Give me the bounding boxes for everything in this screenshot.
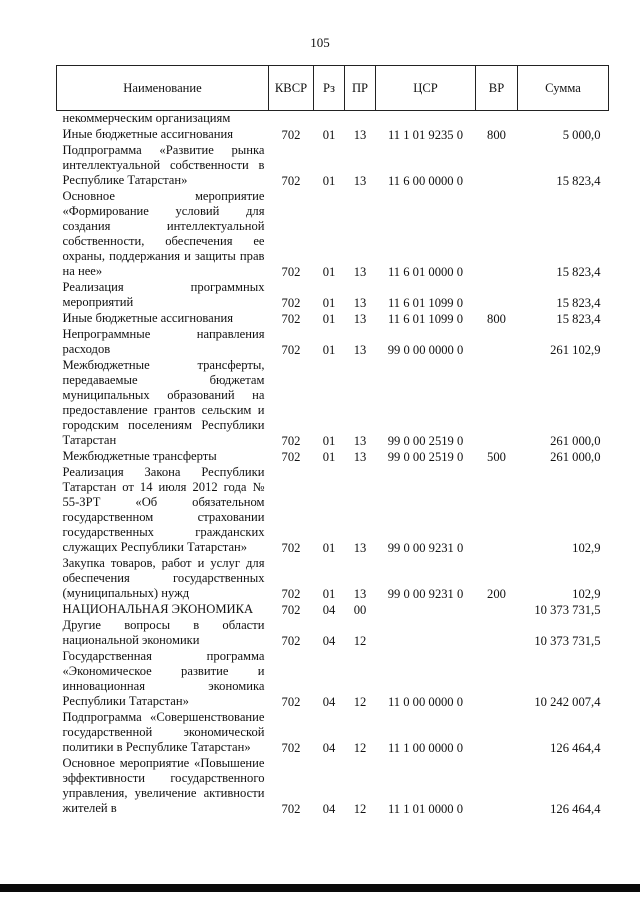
cell-vr — [476, 327, 518, 358]
cell-rz: 01 — [322, 128, 336, 142]
cell-rz: 04 — [322, 741, 336, 755]
cell-kvsr: 702 — [281, 802, 301, 816]
cell-sum: 15 823,4 — [556, 296, 601, 310]
table-row — [57, 449, 609, 465]
cell-csr: 99 0 00 9231 0 — [387, 541, 464, 555]
table-row — [57, 602, 609, 618]
header-pr: ПР — [345, 66, 376, 111]
table-row — [57, 143, 609, 189]
cell-sum — [518, 111, 609, 128]
table-row — [57, 756, 609, 817]
cell-name: некоммерческим организациям — [62, 111, 231, 125]
cell-sum: 5 000,0 — [562, 128, 601, 142]
cell-csr: 99 0 00 0000 0 — [387, 343, 464, 357]
cell-kvsr: 702 — [281, 603, 301, 617]
table-row — [57, 111, 609, 128]
page-number: 105 — [310, 35, 330, 50]
cell-pr: 13 — [353, 541, 367, 555]
cell-csr: 11 6 01 1099 0 — [387, 296, 464, 310]
cell-csr: 11 1 00 0000 0 — [387, 741, 464, 755]
cell-pr: 13 — [353, 174, 367, 188]
cell-pr: 13 — [353, 312, 367, 326]
cell-csr: 11 1 01 0000 0 — [387, 802, 464, 816]
cell-sum: 126 464,4 — [550, 741, 601, 755]
cell-rz — [314, 111, 345, 128]
cell-kvsr: 702 — [281, 434, 301, 448]
cell-name: Реализация программных мероприятий — [62, 280, 265, 309]
table-row — [57, 280, 609, 311]
cell-vr — [476, 649, 518, 710]
cell-sum: 15 823,4 — [556, 312, 601, 326]
cell-name: Иные бюджетные ассигнования — [62, 127, 234, 141]
budget-table — [56, 65, 609, 817]
cell-kvsr: 702 — [281, 343, 301, 357]
cell-vr: 800 — [487, 128, 506, 142]
cell-sum: 126 464,4 — [550, 802, 601, 816]
header-rz: Рз — [314, 66, 345, 111]
cell-name: НАЦИОНАЛЬНАЯ ЭКОНОМИКА — [62, 602, 254, 616]
cell-vr — [476, 280, 518, 311]
cell-csr: 99 0 00 2519 0 — [387, 450, 464, 464]
cell-rz: 04 — [322, 802, 336, 816]
cell-name: Другие вопросы в области национальной экономики — [62, 618, 265, 647]
cell-kvsr: 702 — [281, 450, 301, 464]
cell-kvsr: 702 — [281, 695, 301, 709]
cell-rz: 04 — [322, 634, 336, 648]
cell-rz: 04 — [322, 695, 336, 709]
cell-vr — [476, 465, 518, 556]
cell-vr — [476, 618, 518, 649]
cell-csr: 11 6 00 0000 0 — [387, 174, 464, 188]
header-csr: ЦСР — [376, 66, 476, 111]
header-name: Наименование — [57, 66, 269, 111]
cell-csr: 11 6 01 1099 0 — [387, 312, 464, 326]
cell-vr — [476, 602, 518, 618]
cell-csr: 11 1 01 9235 0 — [387, 128, 464, 142]
cell-rz: 01 — [322, 343, 336, 357]
table-header — [57, 66, 609, 111]
cell-vr: 800 — [487, 312, 506, 326]
cell-rz: 04 — [322, 603, 336, 617]
cell-sum: 261 102,9 — [550, 343, 601, 357]
cell-name: Закупка товаров, работ и услуг для обеспечения государственных (муниципальных) нужд — [62, 556, 265, 600]
cell-name: Основное мероприятие «Формирование условий для создания интеллектуальной собственности, обеспечения ее охраны, поддержания и защиты прав на нее» — [62, 189, 265, 278]
cell-pr: 12 — [353, 802, 367, 816]
cell-vr — [476, 358, 518, 449]
cell-csr: 11 0 00 0000 0 — [387, 695, 464, 709]
cell-rz: 01 — [322, 174, 336, 188]
header-kvsr: КВСР — [269, 66, 314, 111]
cell-rz: 01 — [322, 312, 336, 326]
cell-pr: 13 — [353, 343, 367, 357]
scan-edge-bar — [0, 884, 640, 892]
cell-rz: 01 — [322, 587, 336, 601]
cell-pr: 13 — [353, 296, 367, 310]
header-vr: ВР — [476, 66, 518, 111]
cell-vr: 200 — [487, 587, 506, 601]
cell-pr: 12 — [353, 695, 367, 709]
cell-name: Основное мероприятие «Повышение эффективности государственного управления, увеличение активности жителей в — [62, 756, 265, 815]
cell-kvsr: 702 — [281, 741, 301, 755]
cell-kvsr: 702 — [281, 128, 301, 142]
table-row — [57, 618, 609, 649]
cell-sum: 15 823,4 — [556, 265, 601, 279]
cell-sum: 15 823,4 — [556, 174, 601, 188]
cell-pr — [345, 111, 376, 128]
cell-name: Подпрограмма «Совершенствование государственной экономической политики в Республике Татарстан» — [62, 710, 265, 754]
cell-kvsr — [269, 111, 314, 128]
cell-pr: 12 — [353, 741, 367, 755]
cell-kvsr: 702 — [281, 174, 301, 188]
table-row — [57, 127, 609, 143]
table-row — [57, 556, 609, 602]
cell-name: Межбюджетные трансферты — [62, 449, 217, 463]
cell-vr — [476, 189, 518, 280]
cell-pr: 13 — [353, 128, 367, 142]
cell-kvsr: 702 — [281, 634, 301, 648]
table-row — [57, 649, 609, 710]
cell-pr: 00 — [353, 603, 367, 617]
cell-csr — [376, 111, 476, 128]
cell-name: Подпрограмма «Развитие рынка интеллектуальной собственности в Республике Татарстан» — [62, 143, 265, 187]
cell-sum: 10 373 731,5 — [534, 634, 601, 648]
cell-kvsr: 702 — [281, 587, 301, 601]
cell-vr — [476, 143, 518, 189]
table-body — [57, 111, 609, 818]
cell-vr — [476, 756, 518, 817]
cell-kvsr: 702 — [281, 265, 301, 279]
cell-sum: 261 000,0 — [550, 450, 601, 464]
cell-kvsr: 702 — [281, 312, 301, 326]
table-row — [57, 710, 609, 756]
table-row — [57, 311, 609, 327]
cell-csr — [376, 602, 476, 618]
cell-pr: 12 — [353, 634, 367, 648]
header-sum: Сумма — [518, 66, 609, 111]
cell-pr: 13 — [353, 434, 367, 448]
cell-rz: 01 — [322, 541, 336, 555]
cell-kvsr: 702 — [281, 296, 301, 310]
cell-rz: 01 — [322, 296, 336, 310]
cell-pr: 13 — [353, 450, 367, 464]
cell-csr: 99 0 00 2519 0 — [387, 434, 464, 448]
cell-sum: 10 242 007,4 — [534, 695, 601, 709]
cell-vr — [476, 111, 518, 128]
cell-name: Государственная программа «Экономическое развитие и инновационная экономика Республики Татарстан» — [62, 649, 265, 708]
cell-kvsr: 702 — [281, 541, 301, 555]
cell-sum: 102,9 — [572, 541, 601, 555]
cell-csr — [376, 618, 476, 649]
cell-vr: 500 — [487, 450, 506, 464]
table-row — [57, 358, 609, 449]
cell-name: Реализация Закона Республики Татарстан от 14 июля 2012 года № 55-ЗРТ «Об обязательном государственном страховании государственных гражданских служащих Республики Татарстан» — [62, 465, 265, 554]
cell-name: Иные бюджетные ассигнования — [62, 311, 234, 325]
cell-vr — [476, 710, 518, 756]
cell-sum: 102,9 — [572, 587, 601, 601]
cell-pr: 13 — [353, 587, 367, 601]
cell-rz: 01 — [322, 450, 336, 464]
cell-sum: 261 000,0 — [550, 434, 601, 448]
cell-rz: 01 — [322, 265, 336, 279]
cell-name: Межбюджетные трансферты, передаваемые бюджетам муниципальных образований на предоставление грантов сельским и городским поселениям Республики Татарстан — [62, 358, 265, 447]
cell-name: Непрограммные направления расходов — [62, 327, 265, 356]
table-row — [57, 327, 609, 358]
cell-pr: 13 — [353, 265, 367, 279]
cell-rz: 01 — [322, 434, 336, 448]
table-row — [57, 465, 609, 556]
cell-sum: 10 373 731,5 — [534, 603, 601, 617]
table-row — [57, 189, 609, 280]
cell-csr: 11 6 01 0000 0 — [387, 265, 464, 279]
cell-csr: 99 0 00 9231 0 — [387, 587, 464, 601]
